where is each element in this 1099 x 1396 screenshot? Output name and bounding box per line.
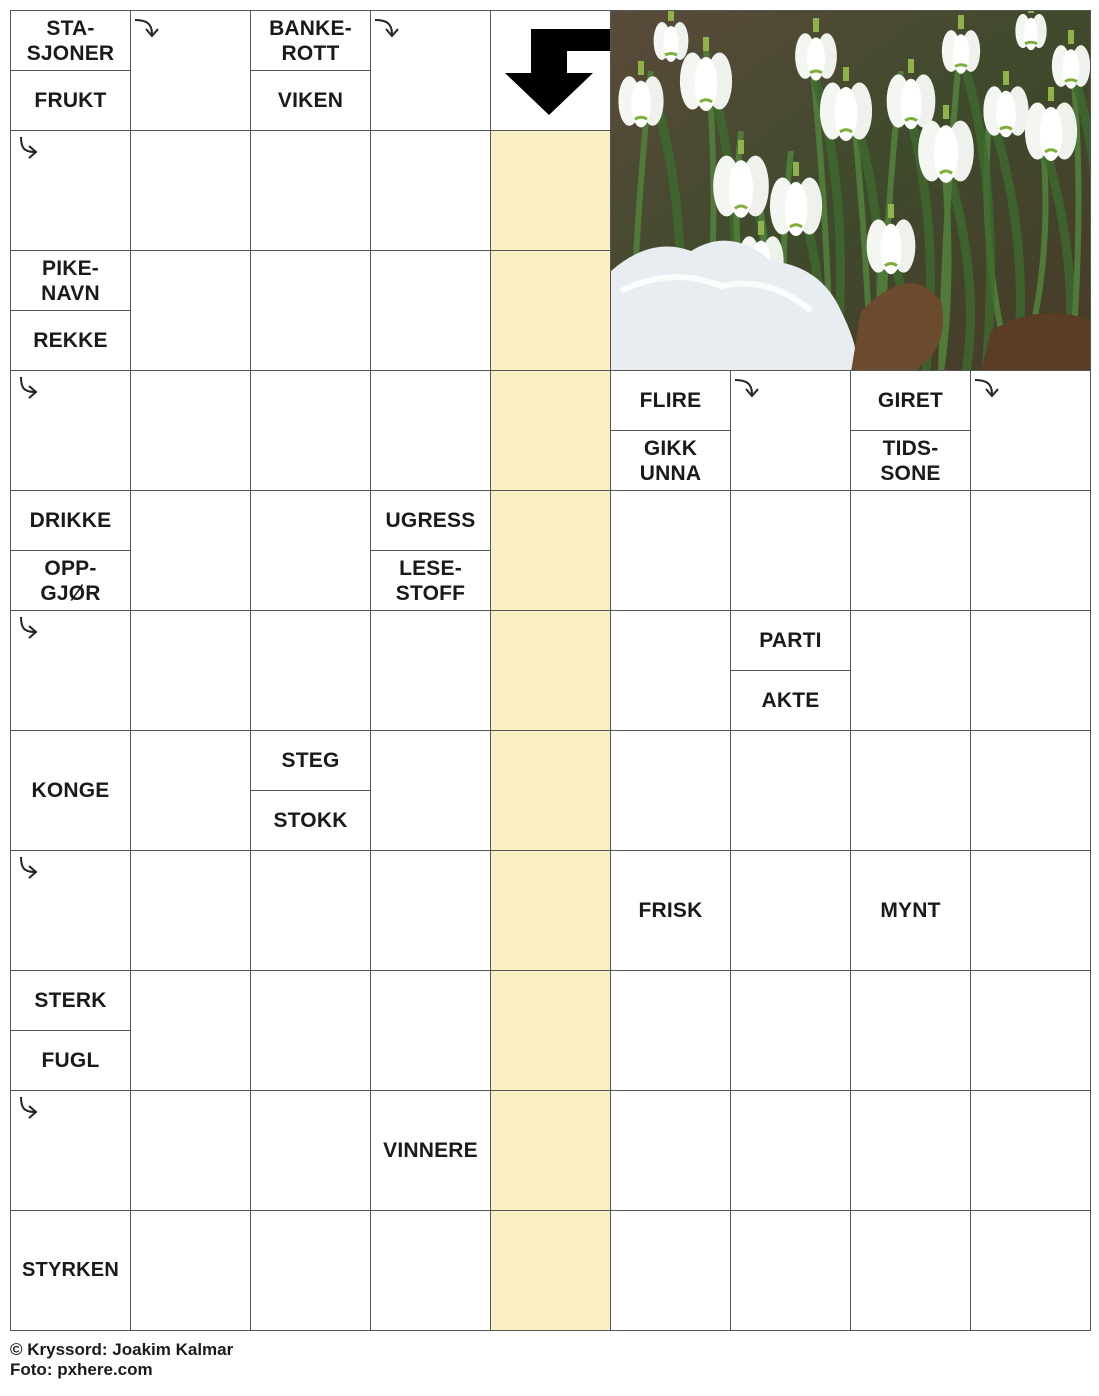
- answer-cell[interactable]: [130, 250, 251, 371]
- answer-cell[interactable]: [130, 730, 251, 851]
- snowdrop-flowers-photo: [610, 10, 1091, 371]
- clue-gikk-unna: GIKK UNNA: [610, 430, 731, 491]
- answer-cell[interactable]: [370, 850, 491, 971]
- answer-cell[interactable]: [850, 1090, 971, 1211]
- credit-photo: Foto: pxhere.com: [10, 1360, 153, 1379]
- big-down-arrow-icon: [491, 11, 611, 131]
- answer-cell[interactable]: [970, 1090, 1091, 1211]
- clue-frisk: FRISK: [610, 850, 731, 971]
- clue-bankerott: BANKE- ROTT: [250, 10, 371, 71]
- answer-cell[interactable]: [850, 970, 971, 1091]
- answer-cell[interactable]: [610, 730, 731, 851]
- clue-steg: STEG: [250, 730, 371, 791]
- answer-cell[interactable]: [610, 610, 731, 731]
- answer-cell[interactable]: [370, 970, 491, 1091]
- clue-drikke: DRIKKE: [10, 490, 131, 551]
- solution-arrow-cell: [490, 10, 611, 131]
- clue-stasjoner: STA- SJONER: [10, 10, 131, 71]
- clue-frukt: FRUKT: [10, 70, 131, 131]
- clue-vinnere: VINNERE: [370, 1090, 491, 1211]
- answer-cell[interactable]: [250, 130, 371, 251]
- clue-sterk: STERK: [10, 970, 131, 1031]
- answer-cell[interactable]: [370, 130, 491, 251]
- answer-cell[interactable]: [730, 1210, 851, 1331]
- crossword-grid: [10, 10, 1090, 1330]
- answer-cell[interactable]: [370, 610, 491, 731]
- answer-cell[interactable]: [130, 1090, 251, 1211]
- answer-cell[interactable]: [850, 1210, 971, 1331]
- answer-cell[interactable]: [610, 1090, 731, 1211]
- answer-cell[interactable]: [970, 970, 1091, 1091]
- clue-stokk: STOKK: [250, 790, 371, 851]
- answer-cell[interactable]: [130, 370, 251, 491]
- answer-cell[interactable]: [850, 730, 971, 851]
- answer-cell[interactable]: [970, 490, 1091, 611]
- answer-cell[interactable]: [250, 490, 371, 611]
- curved-arrow-down-icon: [732, 374, 762, 404]
- curved-arrow-right-icon: [13, 1094, 43, 1124]
- clue-pikenavn: PIKE- NAVN: [10, 250, 131, 311]
- solution-cell[interactable]: [490, 730, 611, 851]
- clue-akte: AKTE: [730, 670, 851, 731]
- answer-cell[interactable]: [970, 610, 1091, 731]
- solution-cell[interactable]: [490, 970, 611, 1091]
- clue-parti: PARTI: [730, 610, 851, 671]
- solution-cell[interactable]: [490, 1090, 611, 1211]
- answer-cell[interactable]: [130, 130, 251, 251]
- answer-cell[interactable]: [250, 850, 371, 971]
- solution-cell[interactable]: [490, 250, 611, 371]
- answer-cell[interactable]: [370, 250, 491, 371]
- clue-konge: KONGE: [10, 730, 131, 851]
- clue-flire: FLIRE: [610, 370, 731, 431]
- answer-cell[interactable]: [850, 490, 971, 611]
- answer-cell[interactable]: [130, 970, 251, 1091]
- solution-cell[interactable]: [490, 490, 611, 611]
- solution-cell[interactable]: [490, 370, 611, 491]
- clue-ugress: UGRESS: [370, 490, 491, 551]
- solution-cell[interactable]: [490, 130, 611, 251]
- clue-lesestoff: LESE- STOFF: [370, 550, 491, 611]
- answer-cell[interactable]: [610, 490, 731, 611]
- answer-cell[interactable]: [250, 970, 371, 1091]
- clue-rekke: REKKE: [10, 310, 131, 371]
- answer-cell[interactable]: [730, 850, 851, 971]
- solution-cell[interactable]: [490, 1210, 611, 1331]
- clue-viken: VIKEN: [250, 70, 371, 131]
- solution-cell[interactable]: [490, 850, 611, 971]
- answer-cell[interactable]: [370, 730, 491, 851]
- curved-arrow-right-icon: [13, 134, 43, 164]
- answer-cell[interactable]: [370, 1210, 491, 1331]
- curved-arrow-down-icon: [372, 14, 402, 44]
- answer-cell[interactable]: [130, 490, 251, 611]
- clue-fugl: FUGL: [10, 1030, 131, 1091]
- answer-cell[interactable]: [130, 850, 251, 971]
- curved-arrow-down-icon: [132, 14, 162, 44]
- solution-cell[interactable]: [490, 610, 611, 731]
- credits: [10, 1340, 233, 1380]
- answer-cell[interactable]: [730, 730, 851, 851]
- clue-tidssone: TIDS- SONE: [850, 430, 971, 491]
- answer-cell[interactable]: [250, 1210, 371, 1331]
- answer-cell[interactable]: [970, 730, 1091, 851]
- answer-cell[interactable]: [130, 610, 251, 731]
- answer-cell[interactable]: [610, 1210, 731, 1331]
- answer-cell[interactable]: [730, 970, 851, 1091]
- clue-oppgjor: OPP- GJØR: [10, 550, 131, 611]
- clue-styrken: STYRKEN: [10, 1210, 131, 1331]
- answer-cell[interactable]: [970, 1210, 1091, 1331]
- answer-cell[interactable]: [250, 250, 371, 371]
- answer-cell[interactable]: [970, 850, 1091, 971]
- clue-giret: GIRET: [850, 370, 971, 431]
- curved-arrow-right-icon: [13, 854, 43, 884]
- answer-cell[interactable]: [250, 370, 371, 491]
- answer-cell[interactable]: [730, 490, 851, 611]
- answer-cell[interactable]: [730, 1090, 851, 1211]
- curved-arrow-down-icon: [972, 374, 1002, 404]
- answer-cell[interactable]: [610, 970, 731, 1091]
- curved-arrow-right-icon: [13, 374, 43, 404]
- answer-cell[interactable]: [850, 610, 971, 731]
- answer-cell[interactable]: [370, 370, 491, 491]
- answer-cell[interactable]: [250, 1090, 371, 1211]
- answer-cell[interactable]: [130, 1210, 251, 1331]
- credit-crossword: © Kryssord: Joakim Kalmar: [10, 1340, 234, 1359]
- clue-mynt: MYNT: [850, 850, 971, 971]
- answer-cell[interactable]: [250, 610, 371, 731]
- curved-arrow-right-icon: [13, 614, 43, 644]
